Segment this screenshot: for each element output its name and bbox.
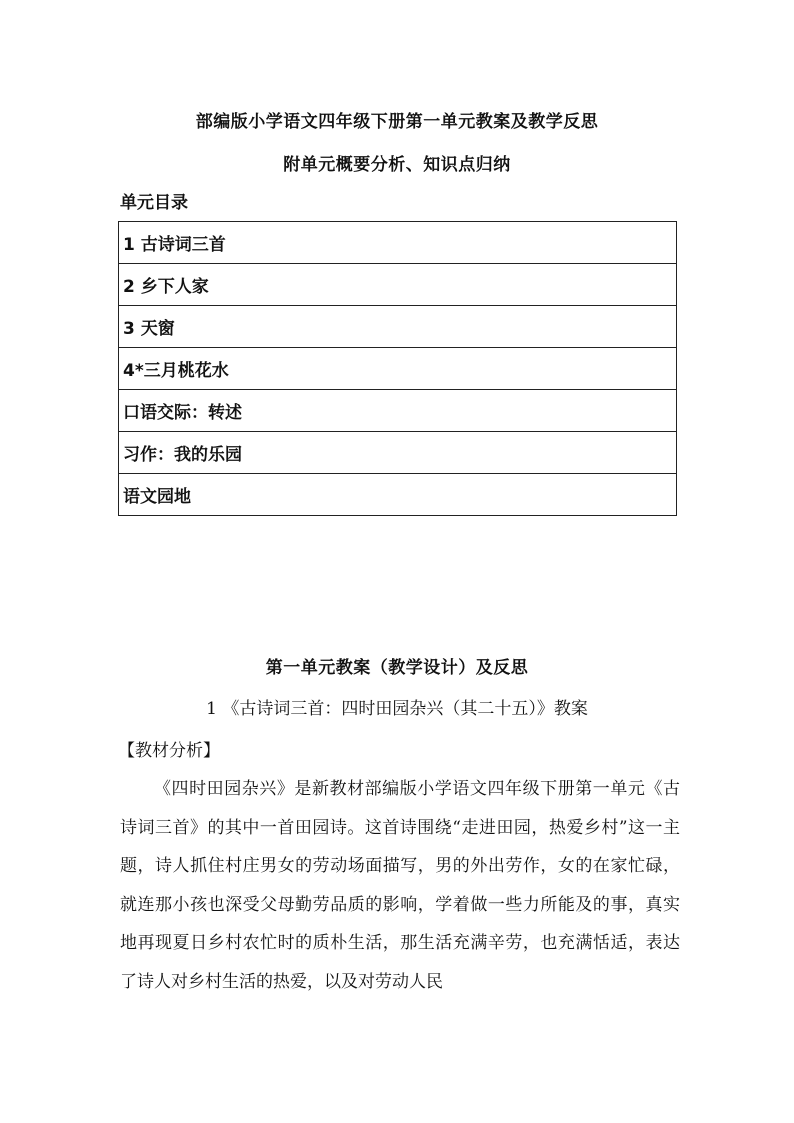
lesson-title: 1 《古诗词三首：四时田园杂兴（其二十五）》教案: [206, 699, 588, 719]
document-subtitle: 附单元概要分析、知识点归纳: [283, 155, 511, 175]
document-title: 部编版小学语文四年级下册第一单元教案及教学反思: [195, 112, 599, 132]
unit-directory-label: 单元目录: [120, 193, 188, 213]
toc-item: 1 古诗词三首: [119, 222, 677, 264]
table-row: [119, 306, 677, 348]
toc-item: 口语交际：转述: [119, 390, 677, 432]
toc-item: 2 乡下人家: [119, 264, 677, 306]
toc-item: 习作：我的乐园: [119, 432, 677, 474]
table-row: [119, 222, 677, 264]
paragraph-text: 《四时田园杂兴》是新教材部编版小学语文四年级下册第一单元《古诗词三首》的其中一首田园诗。这首诗围绕“走进田园，热爱乡村”这一主题，诗人抓住村庄男女的劳动场面描写，男的外出劳作，女的在家忙碌，就连那小孩也深受父母勤劳品质的影响，学着做一些力所能及的事，真实地再现夏日乡村农忙时的质朴生活，那生活充满辛劳，也充满恬适，表达了诗人对乡村生活的热爱，以及对劳动人民: [120, 779, 680, 992]
table-row: [119, 390, 677, 432]
table-row: [119, 264, 677, 306]
table-row: [119, 348, 677, 390]
toc-item: 语文园地: [119, 474, 677, 516]
analysis-heading: 【教材分析】: [118, 741, 220, 761]
analysis-paragraph: [120, 770, 680, 1001]
table-row: [119, 432, 677, 474]
table-row: [119, 474, 677, 516]
toc-item: 3 天窗: [119, 306, 677, 348]
unit-directory-table: [118, 221, 677, 516]
toc-item: 4*三月桃花水: [119, 348, 677, 390]
section-title: 第一单元教案（教学设计）及反思: [265, 658, 529, 678]
